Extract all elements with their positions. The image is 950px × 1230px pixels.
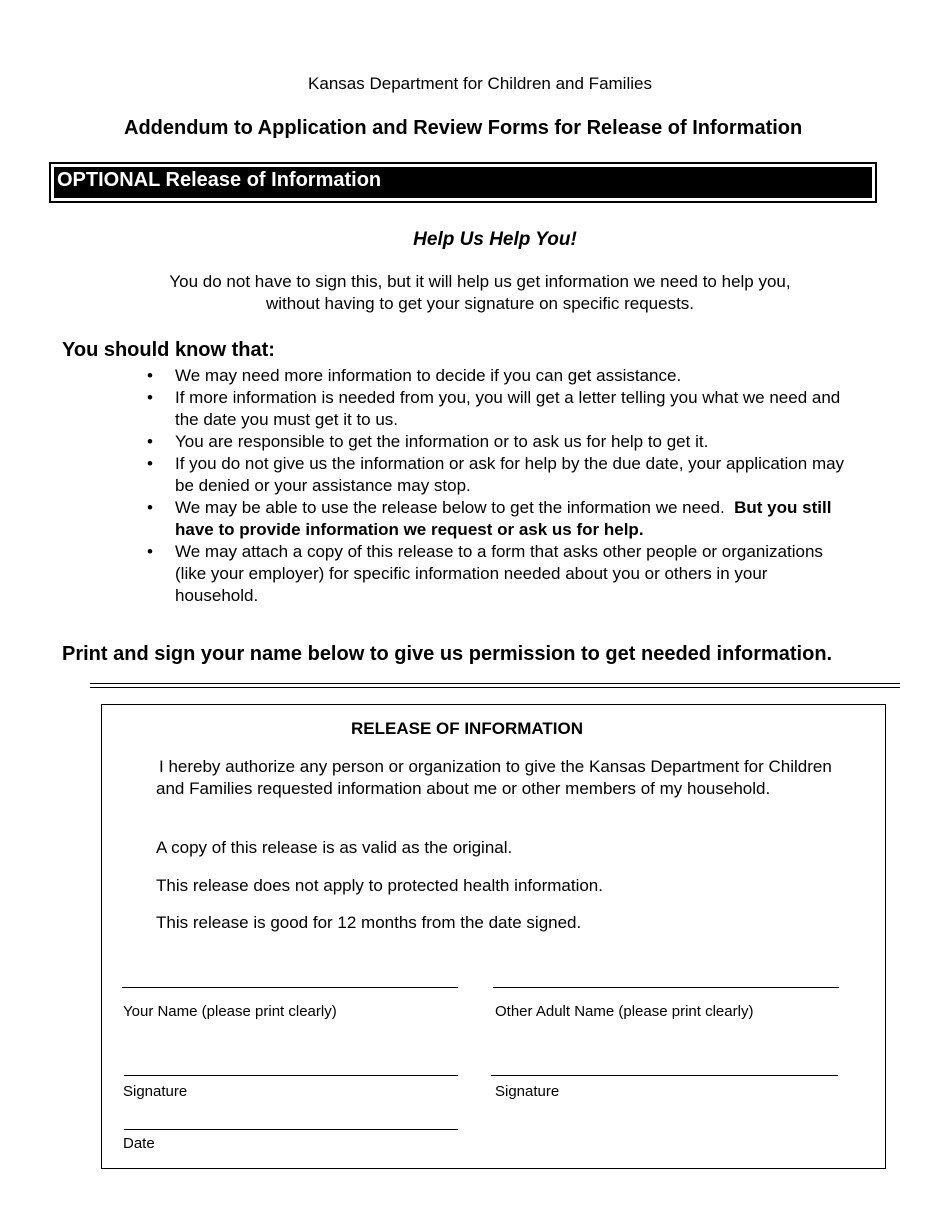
list-item-text: We may need more information to decide if you can get assistance. — [175, 366, 682, 385]
list-item-emphasis: But you still have to provide information we request or ask us for help. — [175, 498, 837, 539]
date-label: Date — [123, 1135, 155, 1152]
list-item-text: If more information is needed from you, you will get a letter telling you what we need and the date you must get it to us. — [175, 388, 845, 429]
intro-text — [0, 271, 950, 315]
intro-line-1: You do not have to sign this, but it will help us get information we need to help you, — [169, 272, 791, 291]
signature-label-1: Signature — [123, 1083, 188, 1100]
other-adult-name-label: Other Adult Name (please print clearly) — [495, 1003, 754, 1020]
other-adult-name-field[interactable] — [493, 987, 839, 988]
double-rule-top — [90, 683, 900, 684]
bullet-icon: • — [147, 388, 153, 407]
list-item — [146, 541, 846, 607]
document-title: Addendum to Application and Review Forms for Release of Information — [124, 117, 803, 139]
release-authorization-text: I hereby authorize any person or organization to give the Kansas Department for Children and Families requested information about me or other members of my household. — [156, 757, 832, 798]
list-item — [146, 453, 849, 497]
bullet-icon: • — [147, 432, 153, 451]
your-name-field[interactable] — [122, 987, 458, 988]
list-item-text: If you do not give us the information or ask for help by the due date, your application may be denied or your assistance may stop. — [175, 454, 849, 495]
signature-label-2: Signature — [495, 1083, 560, 1100]
permission-instruction: Print and sign your name below to give us permission to get needed information. — [62, 643, 833, 665]
info-bullet-list — [146, 365, 849, 607]
know-heading: You should know that: — [62, 339, 275, 361]
agency-name: Kansas Department for Children and Families — [308, 74, 652, 93]
list-item — [146, 387, 846, 431]
list-item-text: We may be able to use the release below to get the information we need. — [175, 498, 735, 517]
signature-field-1[interactable] — [124, 1075, 458, 1076]
release-duration-text: This release is good for 12 months from the date signed. — [156, 913, 582, 932]
release-phi-text: This release does not apply to protected health information. — [156, 876, 603, 895]
bullet-icon: • — [147, 542, 153, 561]
list-item — [146, 497, 846, 541]
double-rule-bottom — [90, 687, 900, 688]
bullet-icon: • — [147, 498, 153, 517]
banner-text: OPTIONAL Release of Information — [54, 167, 872, 198]
list-item — [146, 431, 846, 453]
list-item-text: You are responsible to get the information or to ask us for help to get it. — [175, 432, 709, 451]
bullet-icon: • — [147, 454, 153, 473]
optional-banner — [49, 162, 877, 203]
bullet-icon: • — [147, 366, 153, 385]
release-copy-text: A copy of this release is as valid as the original. — [156, 838, 513, 857]
list-item — [146, 365, 846, 387]
release-box — [101, 704, 886, 1169]
signature-field-2[interactable] — [491, 1075, 838, 1076]
list-item-text: We may attach a copy of this release to a form that asks other people or organizations (like your employer) for specific information needed about you or others in your household. — [175, 542, 828, 605]
release-title: RELEASE OF INFORMATION — [350, 719, 583, 738]
help-heading: Help Us Help You! — [413, 229, 577, 250]
your-name-label: Your Name (please print clearly) — [123, 1003, 337, 1020]
intro-line-2: without having to get your signature on specific requests. — [265, 294, 695, 313]
date-field[interactable] — [124, 1129, 458, 1130]
